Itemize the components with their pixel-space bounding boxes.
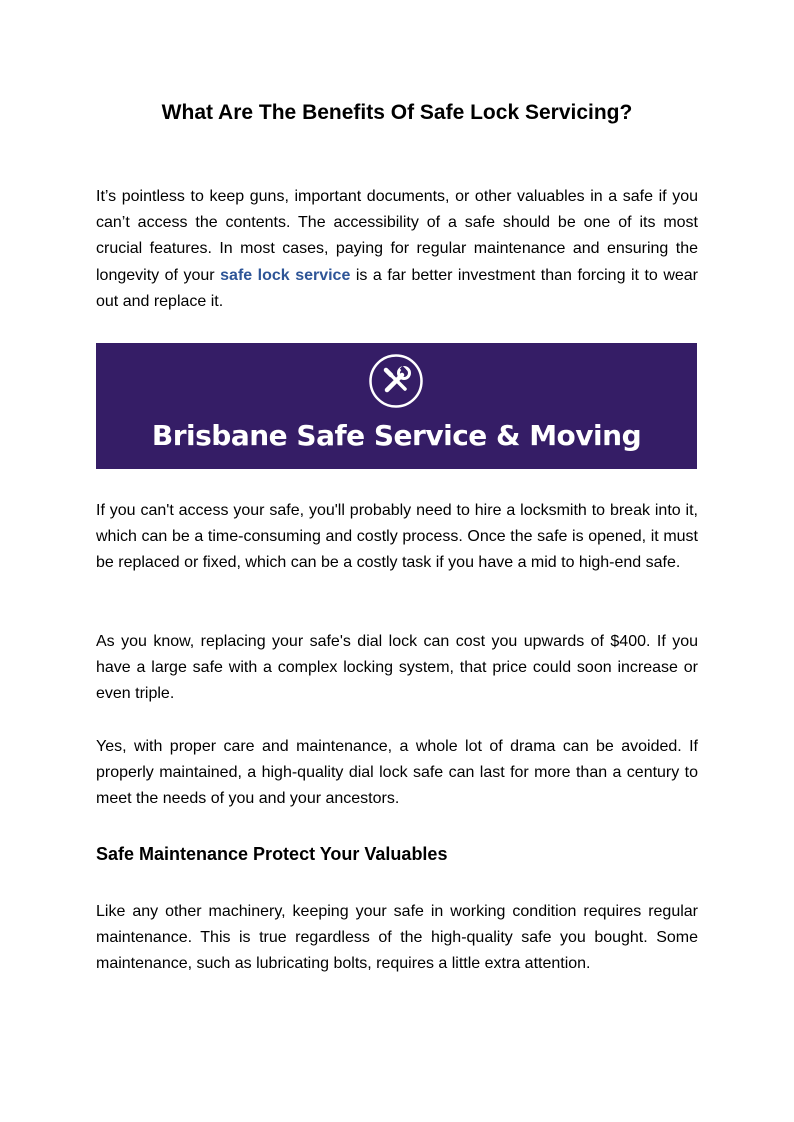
section-heading: Safe Maintenance Protect Your Valuables: [96, 844, 448, 864]
intro-text-start: It’s pointless to keep guns, important documents, or other valuables in a safe if you can’t access the contents. The accessibility of a safe should be one of its most crucial features. In most cases, paying for regular maintenance and ensuring the longevity of your: [96, 188, 698, 284]
wrench-screwdriver-icon: [368, 353, 424, 409]
intro-text-end: is a far better investment than forcing it to wear out and replace it.: [96, 266, 699, 310]
paragraph-proper-care: Yes, with proper care and maintenance, a whole lot of drama can be avoided. If properly maintained, a high-quality dial lock safe can last for more than a century to meet the needs of you and your ancestors.: [96, 738, 698, 808]
page-title: What Are The Benefits Of Safe Lock Servicing?: [161, 101, 633, 124]
paragraph-dial-lock-cost: As you know, replacing your safe's dial lock can cost you upwards of $400. If you have a large safe with a complex locking system, that price could soon increase or even triple.: [96, 633, 698, 703]
banner-image: [96, 343, 697, 469]
paragraph-maintenance: Like any other machinery, keeping your safe in working condition requires regular maintenance. This is true regardless of the high-quality safe you bought. Some maintenance, such as lubricating bolts, requires a little extra attention.: [96, 903, 698, 973]
banner-title: Brisbane Safe Service & Moving: [151, 419, 642, 452]
paragraph-locksmith: If you can't access your safe, you'll probably need to hire a locksmith to break into it, which can be a time-consuming and costly process. Once the safe is opened, it must be replaced or fixed, which can be a costly task if you have a mid to high-end safe.: [96, 502, 698, 572]
intro-paragraph: [96, 184, 698, 315]
safe-lock-service-link[interactable]: safe lock service: [220, 266, 351, 284]
